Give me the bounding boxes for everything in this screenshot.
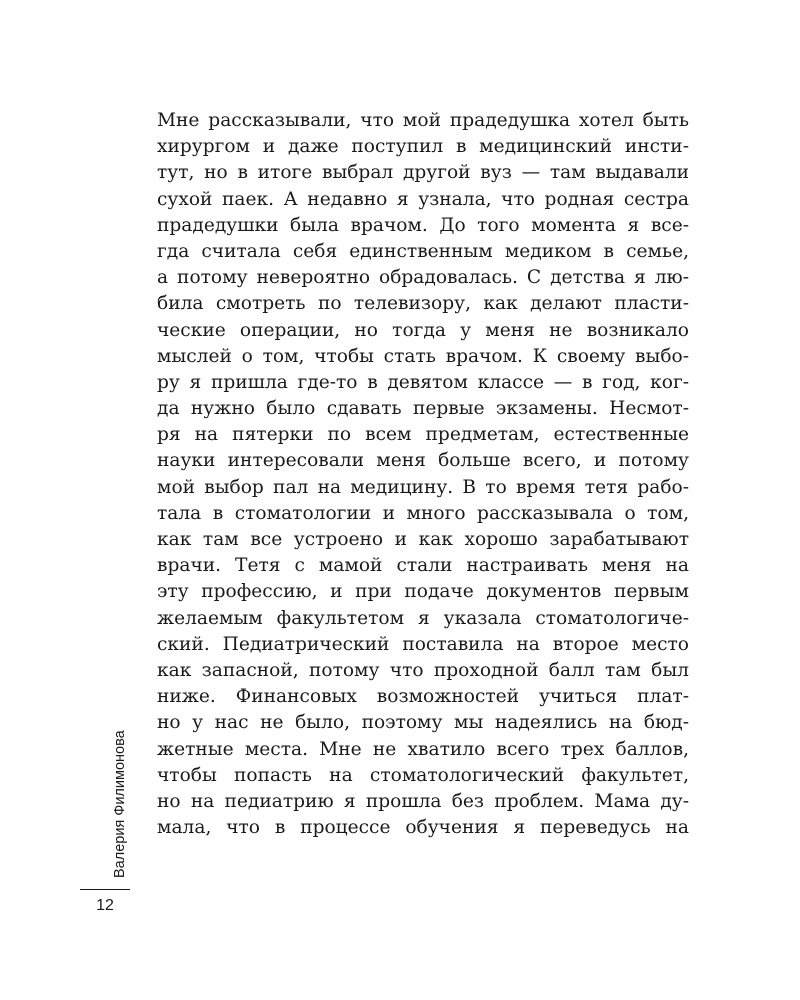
text-line: мой выбор пал на медицину. В то время тетя рабо- (157, 476, 689, 498)
text-line: мыслей о том, чтобы стать врачом. К своему выбо- (157, 345, 689, 367)
text-line: мала, что в процессе обучения я переведусь на (157, 817, 689, 839)
text-line: как запасной, потому что проходной балл там был (157, 659, 689, 681)
text-line: но на педиатрию я прошла без проблем. Мама ду- (157, 790, 689, 812)
text-line: сухой паек. А недавно я узнала, что родная сестра (157, 188, 689, 210)
text-line: ру я пришла где-то в девятом классе — в год, ког- (157, 371, 689, 393)
text-line: врачи. Тетя с мамой стали настраивать меня на (157, 555, 689, 577)
text-line: ский. Педиатрический поставила на второе место (157, 633, 689, 655)
text-line: но у нас не было, поэтому мы надеялись на бюд- (157, 712, 689, 734)
page-number: 12 (96, 897, 114, 914)
text-line: чтобы попасть на стоматологический факультет, (157, 764, 689, 786)
text-line: Мне рассказывали, что мой прадедушка хотел быть (157, 110, 689, 131)
text-line: а потому невероятно обрадовалась. С детства я лю- (157, 267, 689, 289)
text-line: жетные места. Мне не хватило всего трех баллов, (157, 738, 689, 760)
text-line: гда считала себя единственным медиком в семье, (157, 240, 689, 262)
text-line: да нужно было сдавать первые экзамены. Несмот- (157, 398, 689, 420)
text-line: эту профессию, и при подаче документов первым (157, 581, 689, 603)
text-line: била смотреть по телевизору, как делают пласти- (157, 293, 689, 315)
text-line: тут, но в итоге выбрал другой вуз — там выдавали (157, 162, 689, 184)
text-line: науки интересовали меня больше всего, и потому (157, 450, 689, 472)
text-line: желаемым факультетом я указала стоматологиче- (157, 607, 689, 629)
text-line: ческие операции, но тогда у меня не возникало (157, 319, 689, 341)
text-line: ниже. Финансовых возможностей учиться плат- (157, 686, 689, 708)
text-line: прадедушки была врачом. До того момента я все- (157, 214, 689, 236)
text-line: хирургом и даже поступил в медицинский инсти- (157, 136, 689, 158)
folio-rule (80, 889, 130, 890)
text-line: как там все устроено и как хорошо зарабатывают (157, 529, 689, 550)
text-line: тала в стоматологии и много рассказывала о том, (157, 502, 689, 524)
text-line: ря на пятерки по всем предметам, естественные (157, 424, 689, 446)
running-head-author: Валерия Филимонова (112, 730, 128, 878)
body-text (157, 108, 689, 841)
